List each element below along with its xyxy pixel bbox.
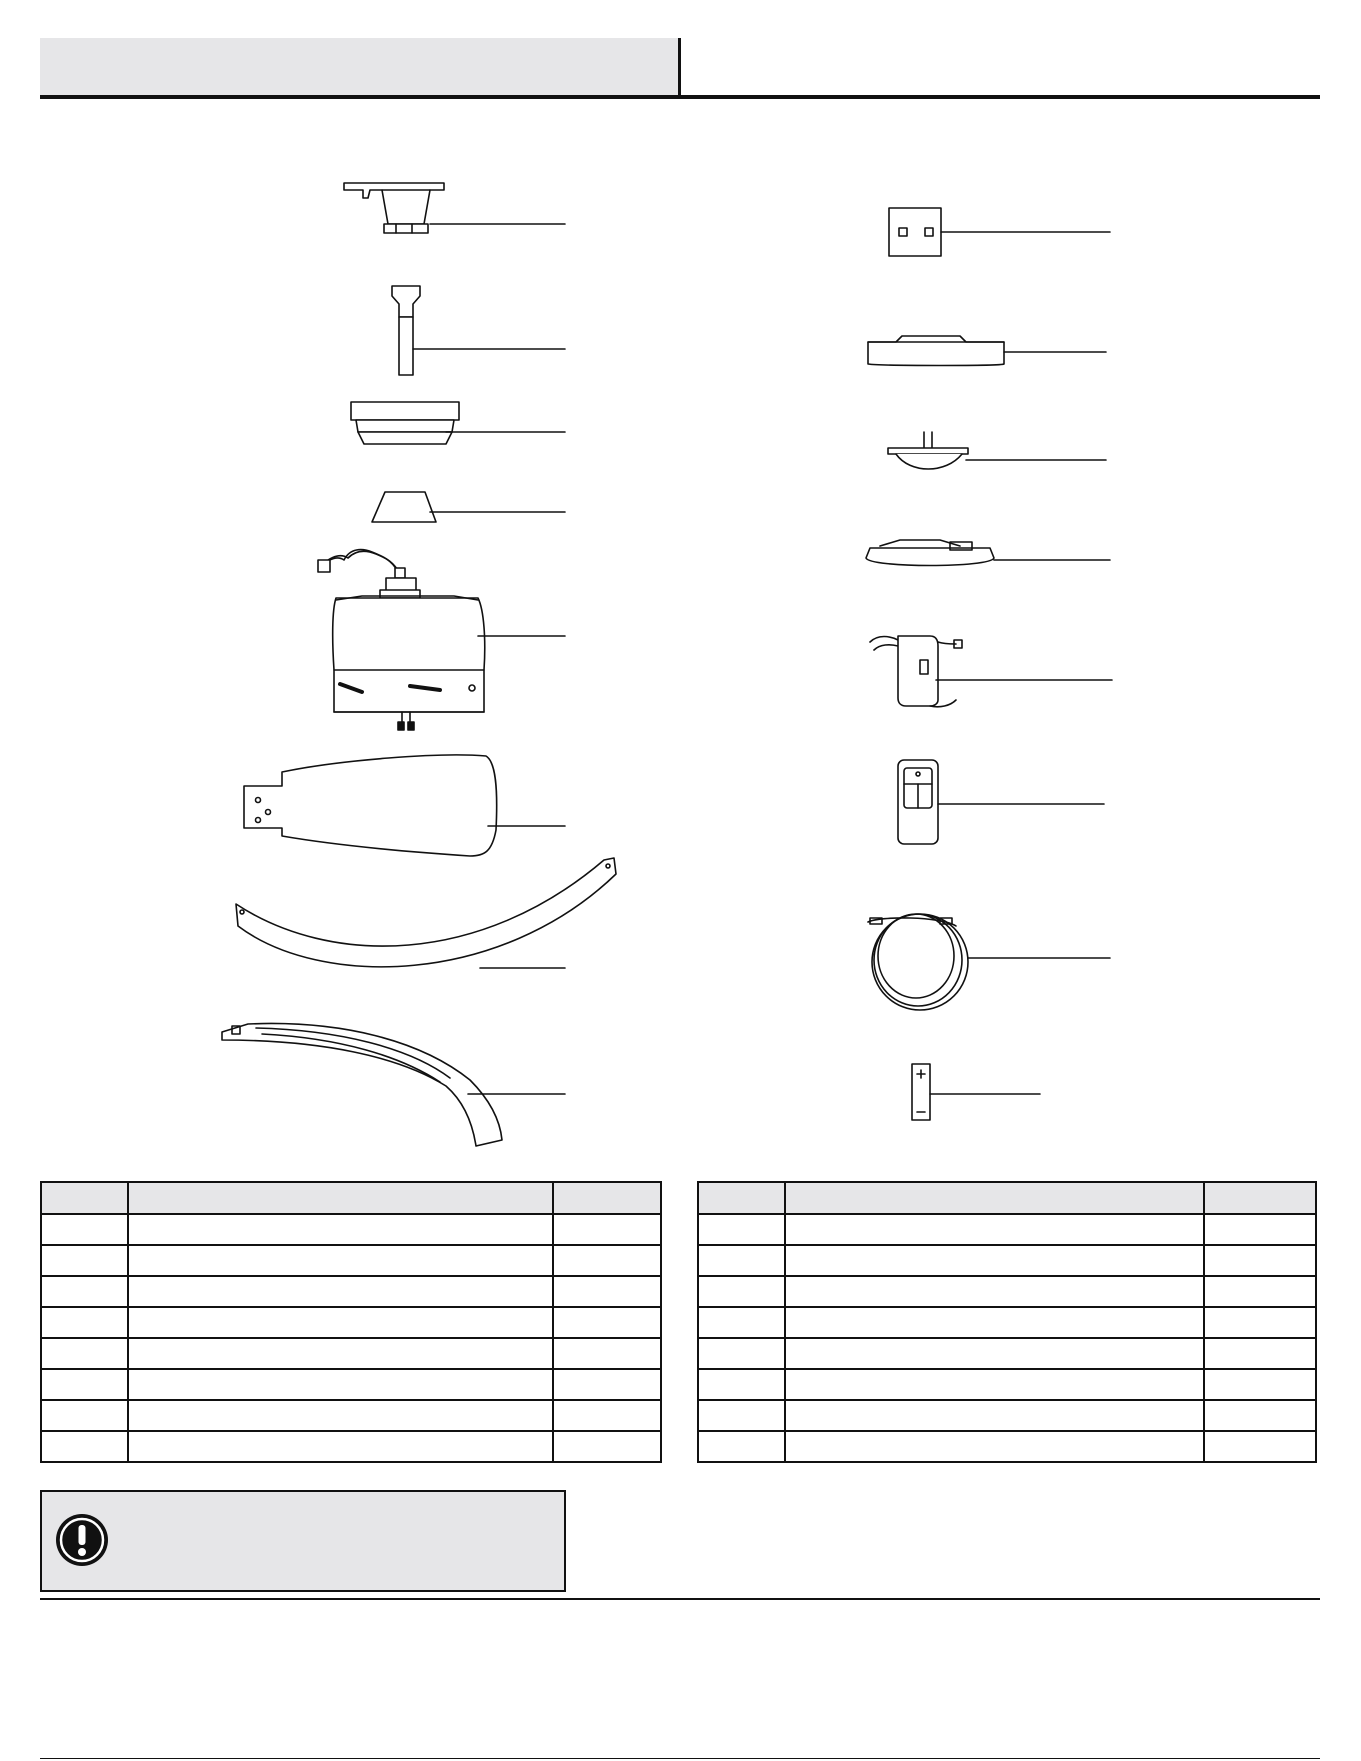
col-description: [128, 1182, 553, 1214]
cell-quantity: [1204, 1245, 1316, 1276]
cell-part: [698, 1369, 785, 1400]
page-number: [1200, 1740, 1320, 1756]
cell-part: [41, 1245, 128, 1276]
light-kit-drawing: [888, 432, 1106, 469]
cell-part: [41, 1214, 128, 1245]
table-row: [698, 1245, 1316, 1276]
cell-part: [41, 1431, 128, 1462]
cell-quantity: [553, 1276, 661, 1307]
cell-quantity: [553, 1307, 661, 1338]
table-row: [698, 1431, 1316, 1462]
col-quantity: [553, 1182, 661, 1214]
table-row: [41, 1431, 661, 1462]
battery-drawing: [912, 1064, 1040, 1120]
downrod-drawing: [392, 286, 565, 375]
cell-quantity: [553, 1214, 661, 1245]
cell-part: [698, 1276, 785, 1307]
table-row: [41, 1245, 661, 1276]
cell-quantity: [553, 1369, 661, 1400]
cell-quantity: [553, 1431, 661, 1462]
cell-quantity: [1204, 1276, 1316, 1307]
cell-part: [698, 1214, 785, 1245]
table-row: [41, 1276, 661, 1307]
table-row: [698, 1276, 1316, 1307]
cell-quantity: [1204, 1214, 1316, 1245]
parts-table-left: [40, 1181, 662, 1463]
blade-trim-drawing: [236, 858, 616, 968]
cell-quantity: [553, 1338, 661, 1369]
remote-control-drawing: [898, 760, 1104, 844]
cell-quantity: [1204, 1400, 1316, 1431]
parts-table-right: [697, 1181, 1317, 1463]
exclamation-circle-icon: [54, 1512, 110, 1568]
cell-part: [41, 1338, 128, 1369]
table-row: [698, 1369, 1316, 1400]
cell-description: [128, 1431, 553, 1462]
cell-description: [785, 1431, 1204, 1462]
table-row: [41, 1369, 661, 1400]
warning-text: [126, 1512, 546, 1572]
cell-description: [785, 1400, 1204, 1431]
col-part: [41, 1182, 128, 1214]
col-description: [785, 1182, 1204, 1214]
switch-housing-drawing: [866, 540, 1110, 566]
ceiling-mount-drawing: [344, 183, 565, 233]
col-quantity: [1204, 1182, 1316, 1214]
cell-description: [128, 1369, 553, 1400]
table-row: [698, 1214, 1316, 1245]
cell-description: [785, 1307, 1204, 1338]
footer-rule: [40, 1598, 1320, 1600]
cell-description: [785, 1245, 1204, 1276]
table-row: [41, 1307, 661, 1338]
table-row: [698, 1307, 1316, 1338]
light-kit-cover-drawing: [868, 336, 1106, 366]
motor-assembly-drawing: [318, 550, 565, 730]
cell-quantity: [1204, 1369, 1316, 1400]
cell-part: [698, 1338, 785, 1369]
cell-part: [41, 1276, 128, 1307]
cell-description: [128, 1245, 553, 1276]
table-header-row: [41, 1182, 661, 1214]
cell-description: [785, 1338, 1204, 1369]
blade-arm-drawing: [222, 1023, 565, 1146]
cell-description: [128, 1214, 553, 1245]
cell-description: [128, 1338, 553, 1369]
cell-description: [128, 1307, 553, 1338]
cell-part: [698, 1431, 785, 1462]
table-row: [41, 1338, 661, 1369]
cell-part: [698, 1245, 785, 1276]
cell-quantity: [553, 1245, 661, 1276]
wall-plate-drawing: [889, 208, 1110, 256]
wire-harness-drawing: [868, 914, 1110, 1010]
cell-quantity: [1204, 1307, 1316, 1338]
blade-drawing: [244, 755, 565, 856]
cell-part: [41, 1400, 128, 1431]
cell-description: [128, 1276, 553, 1307]
cell-quantity: [1204, 1431, 1316, 1462]
cell-part: [41, 1307, 128, 1338]
cell-part: [41, 1369, 128, 1400]
table-row: [698, 1400, 1316, 1431]
col-part: [698, 1182, 785, 1214]
cell-description: [128, 1400, 553, 1431]
bottom-rule: [40, 1758, 1320, 1759]
cell-description: [785, 1276, 1204, 1307]
table-row: [41, 1214, 661, 1245]
coupling-cover-drawing: [372, 492, 565, 522]
canopy-drawing: [351, 402, 565, 444]
cell-part: [698, 1307, 785, 1338]
table-row: [698, 1338, 1316, 1369]
cell-description: [785, 1369, 1204, 1400]
cell-quantity: [1204, 1338, 1316, 1369]
cell-quantity: [553, 1400, 661, 1431]
table-row: [41, 1400, 661, 1431]
cell-description: [785, 1214, 1204, 1245]
receiver-drawing: [870, 636, 1112, 707]
warning-box: [40, 1490, 566, 1592]
table-header-row: [698, 1182, 1316, 1214]
cell-part: [698, 1400, 785, 1431]
